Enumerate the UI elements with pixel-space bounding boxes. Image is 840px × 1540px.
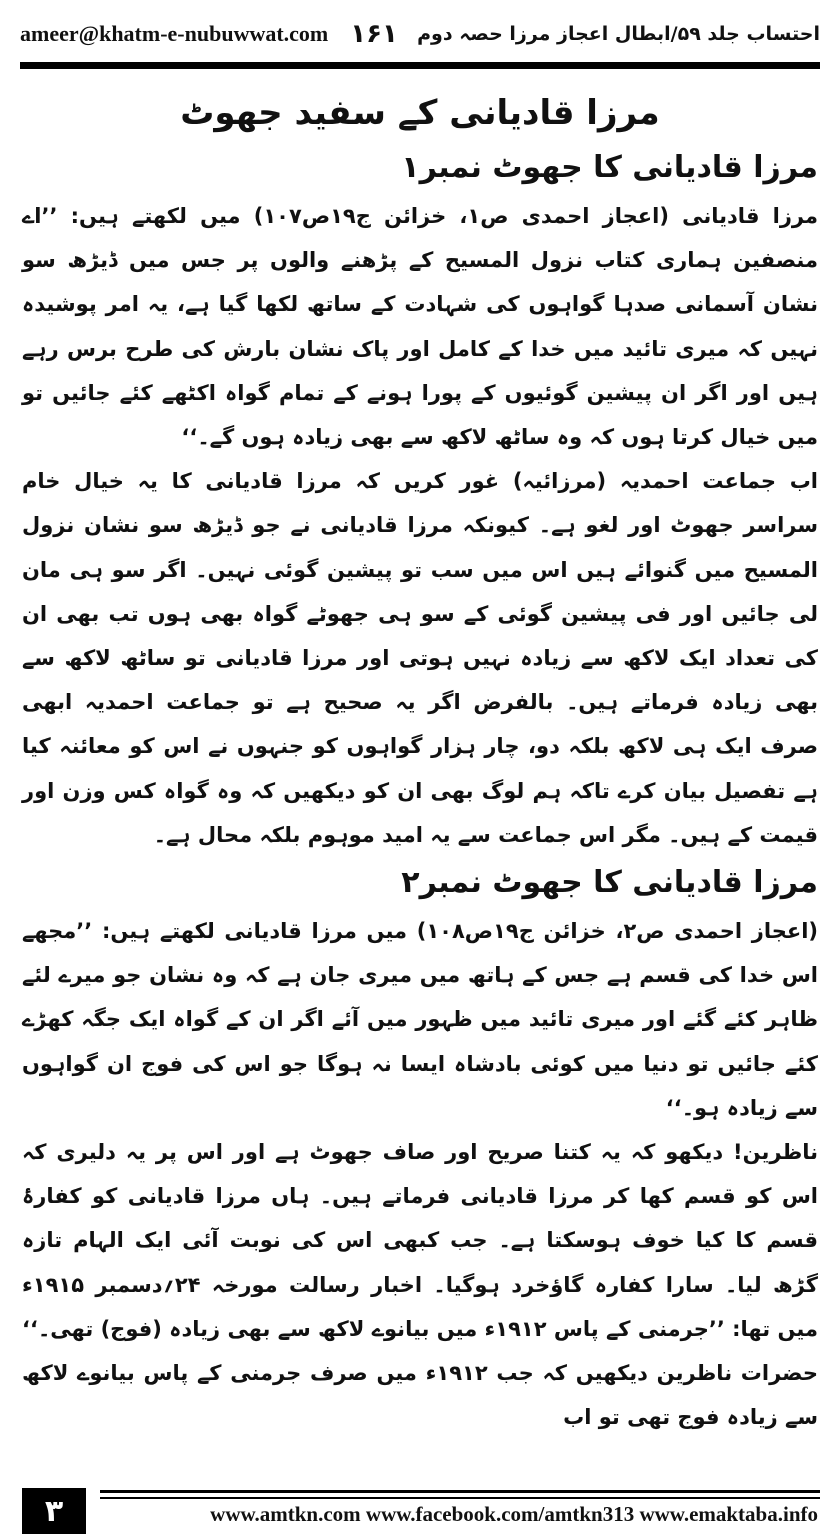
section-heading-1: مرزا قادیانی کا جھوٹ نمبر۱	[401, 150, 818, 185]
section-heading-2: مرزا قادیانی کا جھوٹ نمبر۲	[401, 865, 818, 901]
page-body	[22, 84, 818, 1439]
main-title: مرزا قادیانی کے سفید جھوٹ	[180, 93, 660, 133]
paragraph: ناظرین! دیکھو کہ یہ کتنا صریح اور صاف جھوٹ ہے اور اس پر یہ دلیری کہ اس کو قسم کھا کر مرزا قادیانی فرماتے ہیں۔ ہاں مرزا قادیانی کو کفارۂ قسم کا کیا خوف ہوسکتا ہے۔ جب کبھی اس کی نوبت آئی ایک الہام تازہ گڑھ لیا۔ سارا کفارہ گاؤخرد ہوگیا۔ اخبار رسالت مورخہ ۲۴؍دسمبر ۱۹۱۵ء میں تھا: ’’جرمنی کے پاس ۱۹۱۲ء میں بیانوے لاکھ سے بھی زیادہ (فوج) تھی۔‘‘ حضرات ناظرین دیکھیں کہ جب ۱۹۱۲ء میں صرف جرمنی کے پاس بیانوے لاکھ سے زیادہ فوج تھی تو اب	[22, 1140, 819, 1430]
header-rule	[20, 62, 820, 69]
page-header	[20, 14, 820, 54]
footer-rule	[100, 1490, 820, 1493]
footer-rule	[100, 1497, 820, 1499]
paragraph: (اعجاز احمدی ص۲، خزائن ج۱۹ص۱۰۸) میں مرزا قادیانی لکھتے ہیں: ’’مجھے اس خدا کی قسم ہے جس کے ہاتھ میں میری جان ہے کہ وہ نشان جو میرے لئے ظاہر کئے گئے اور میری تائید میں ظہور میں آئے اگر ان کے گواہ ایک جگہ کھڑے کئے جائیں تو دنیا میں کوئی بادشاہ ایسا نہ ہوگا جو اس کی فوج ان گواہوں سے زیادہ ہو۔‘‘	[22, 919, 818, 1120]
header-email: ameer@khatm-e-nubuwwat.com	[20, 21, 329, 46]
page-number: ۱۶۱	[350, 19, 398, 49]
paragraph: اب جماعت احمدیہ (مرزائیہ) غور کریں کہ مرزا قادیانی کا یہ خیال خام سراسر جھوٹ اور لغو ہے۔ کیونکہ مرزا قادیانی نے جو ڈیڑھ سو نشان نزول المسیح میں گنوائے ہیں اس میں سب تو پیشین گوئی نہیں۔ اگر سو ہی مان لی جائیں اور فی پیشین گوئی کے سو ہی جھوٹے گواہ بھی ہوں تب بھی ان کی تعداد ایک لاکھ سے زیادہ نہیں ہوتی اور مرزا قادیانی تو ساٹھ لاکھ سے بھی زیادہ فرماتے ہیں۔ بالفرض اگر یہ صحیح ہے تو جماعت احمدیہ ابھی صرف ایک ہی لاکھ بلکہ دو، چار ہزار گواہوں کو جنہوں نے اس کو معائنہ کیا ہے تفصیل بیان کرے تاکہ ہم لوگ بھی ان کو دیکھیں کہ وہ گواہ کس وزن اور قیمت کے ہیں۔ مگر اس جماعت سے یہ امید موہوم بلکہ محال ہے۔	[22, 469, 818, 847]
footer-urls: www.amtkn.com www.facebook.com/amtkn313 www.emaktaba.info	[210, 1502, 818, 1526]
footer-section-number: ۳	[22, 1488, 86, 1534]
book-title: احتساب جلد ۵۹/ابطال اعجاز مرزا حصہ دوم	[417, 23, 820, 45]
paragraph: مرزا قادیانی (اعجاز احمدی ص۱، خزائن ج۱۹ص۱۰۷) میں لکھتے ہیں: ’’اے منصفین ہماری کتاب نزول المسیح کے پڑھنے والوں پر جس میں ڈیڑھ سو نشان آسمانی صدہا گواہوں کی شہادت کے ساتھ لکھا گیا ہے، یہ امر پوشیدہ نہیں کہ میری تائید میں خدا کے کامل اور پاک نشان بارش کی طرح برس رہے ہیں اور اگر ان پیشین گوئیوں کے پورا ہونے کے تمام گواہ اکٹھے کئے جائیں تو میں خیال کرتا ہوں کہ وہ ساٹھ لاکھ سے بھی زیادہ ہوں گے۔‘‘	[22, 204, 818, 450]
header-left	[20, 19, 398, 49]
